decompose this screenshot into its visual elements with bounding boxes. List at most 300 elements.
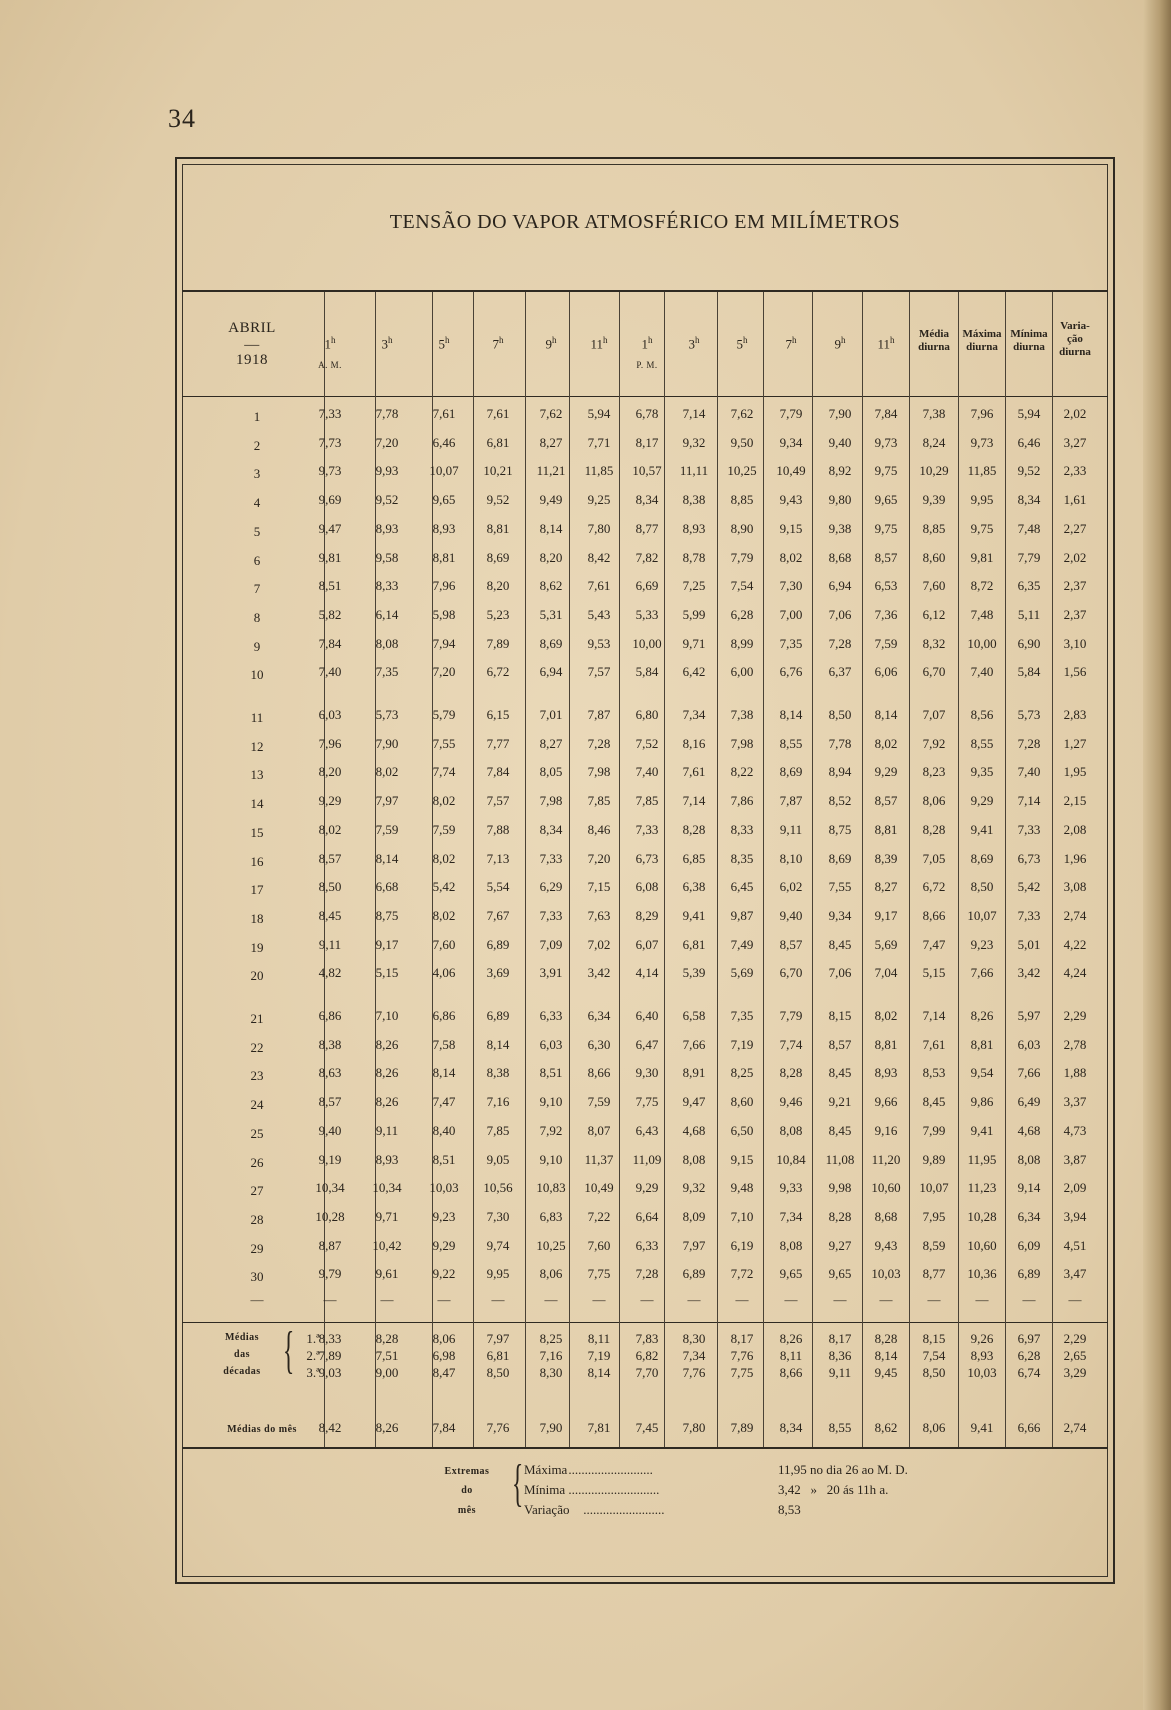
table-cell: 5,97	[1017, 1008, 1041, 1023]
table-cell: 5,69	[730, 965, 754, 981]
table-cell: 9,65	[779, 1266, 803, 1282]
table-cell: 7,88	[486, 821, 510, 837]
table-cell: 2,29	[1063, 1331, 1087, 1346]
table-cell: 4,51	[1063, 1237, 1087, 1253]
table-cell: 9,14	[1017, 1180, 1041, 1196]
table-cell: 8,50	[922, 1365, 946, 1380]
table-cell: 7,33	[1017, 907, 1041, 923]
table-cell: 8,51	[539, 1065, 563, 1081]
table-cell: 8,81	[486, 520, 510, 536]
table-cell: 7,78	[828, 735, 852, 751]
day-number: 21	[250, 1011, 264, 1026]
table-cell: 9,41	[970, 1420, 994, 1435]
header-hour: 1$^h$	[641, 335, 653, 352]
table-cell: 7,94	[432, 635, 456, 651]
table-cell: 7,87	[587, 707, 611, 722]
day-number: 13	[250, 767, 264, 783]
table-cell: 8,56	[970, 707, 994, 722]
table-cell: 8,02	[432, 850, 456, 866]
table-cell: 7,66	[1017, 1065, 1041, 1081]
table-cell: 2,37	[1063, 606, 1087, 622]
table-cell: 8,47	[432, 1365, 456, 1380]
table-cell: 9,16	[874, 1122, 898, 1138]
table-cell: 8,11	[779, 1348, 803, 1363]
table-cell: 6,30	[587, 1036, 611, 1052]
table-cell: 7,95	[922, 1208, 946, 1224]
table-cell: 8,08	[682, 1151, 706, 1167]
table-cell: 5,15	[922, 965, 946, 981]
table-cell: 6,33	[635, 1237, 659, 1253]
table-cell: 6,09	[1017, 1237, 1041, 1253]
table-cell: 6,83	[539, 1208, 563, 1224]
table-cell: 7,89	[730, 1420, 754, 1435]
table-cell: 7,96	[970, 406, 994, 421]
table-cell: 10,07	[967, 907, 997, 923]
header-hour: 3$^h$	[381, 335, 393, 352]
table-cell: 7,00	[779, 606, 803, 622]
table-cell: 6,03	[539, 1036, 563, 1052]
page-edge	[1143, 0, 1171, 1710]
table-cell: 7,61	[922, 1036, 946, 1052]
table-cell: 7,92	[922, 735, 946, 751]
table-cell: 7,30	[779, 578, 803, 594]
table-cell: 5,01	[1017, 936, 1041, 952]
table-cell: 11,11	[679, 463, 709, 479]
table-cell: 7,55	[432, 735, 456, 751]
table-cell: 7,76	[486, 1420, 510, 1435]
table-cell: 6,81	[486, 1348, 510, 1363]
table-cell: 8,05	[539, 764, 563, 780]
table-cell: 7,54	[730, 578, 754, 594]
table-cell: 8,69	[970, 850, 994, 866]
table-cell: 7,30	[486, 1208, 510, 1224]
table-cell: 9,47	[318, 520, 342, 536]
table-cell: 11,08	[825, 1151, 855, 1167]
header-stat: Varia- ção diurna	[1059, 320, 1091, 358]
table-cell: 9,54	[970, 1065, 994, 1081]
page-number: 34	[168, 104, 196, 133]
table-cell: 6,70	[779, 965, 803, 981]
table-cell: 9,10	[539, 1151, 563, 1167]
table-cell: 8,45	[318, 907, 342, 923]
header-hour: 9$^h$	[545, 335, 557, 352]
day-number: 4	[253, 495, 261, 511]
table-cell: 10,07	[429, 463, 459, 479]
table-cell: 6,74	[1017, 1365, 1041, 1380]
table-cell: 7,14	[682, 793, 706, 809]
table-cell: 9,46	[779, 1094, 803, 1110]
table-cell: 8,33	[730, 821, 754, 837]
table-cell: 6,29	[539, 879, 563, 895]
day-number: 14	[250, 796, 264, 812]
table-cell: 8,68	[874, 1208, 898, 1224]
table-cell: 7,60	[922, 578, 946, 594]
table-cell: 7,58	[432, 1036, 456, 1052]
table-cell: 9,73	[874, 434, 898, 450]
day-number: 27	[250, 1183, 264, 1199]
table-cell: 2,33	[1063, 463, 1087, 479]
table-cell: 10,03	[967, 1365, 997, 1380]
table-cell: 6,73	[635, 850, 659, 866]
extreme-value: 11,95 no dia 26 ao M. D.	[778, 1462, 908, 1477]
table-cell: 7,97	[682, 1237, 706, 1253]
table-cell: 8,66	[587, 1065, 611, 1081]
table-cell: 6,43	[635, 1122, 659, 1138]
day-number: 30	[250, 1269, 264, 1285]
table-cell: 8,38	[318, 1036, 342, 1052]
table-cell: 2,29	[1063, 1008, 1087, 1023]
table-cell: 8,14	[375, 850, 399, 866]
table-cell: 10,57	[632, 463, 662, 479]
header-year: 1918	[236, 352, 268, 368]
table-cell: 8,93	[970, 1348, 994, 1363]
table-cell: 7,96	[318, 735, 342, 751]
table-cell: 8,50	[828, 707, 852, 722]
table-cell: 7,82	[635, 549, 659, 565]
table-cell: 7,38	[922, 406, 946, 421]
table-cell: 3,29	[1063, 1365, 1087, 1380]
table-cell: 8,08	[779, 1237, 803, 1253]
table-cell: 8,34	[635, 492, 659, 508]
table-cell: 8,57	[828, 1036, 852, 1052]
table-cell: 7,59	[432, 821, 456, 837]
table-cell: 4,24	[1063, 965, 1087, 981]
table-cell: 9,79	[318, 1266, 342, 1282]
header-am: A. M.	[318, 360, 342, 370]
table-cell: 6,58	[682, 1008, 706, 1023]
header-pm: P. M.	[636, 360, 658, 370]
table-cell: 11,37	[584, 1151, 614, 1167]
header-month: ABRIL	[228, 320, 276, 336]
table-cell: 11,09	[632, 1151, 662, 1167]
header-stat: Mínima diurna	[1010, 328, 1048, 353]
table-cell: 8,69	[779, 764, 803, 780]
table-cell: 6,28	[1017, 1348, 1041, 1363]
table-cell: 8,26	[970, 1008, 994, 1023]
table-cell: 9,38	[828, 520, 852, 536]
table-cell: 7,40	[635, 764, 659, 780]
dash-mark: —	[735, 1292, 749, 1307]
header-top-rule	[182, 290, 1108, 292]
table-cell: 2,02	[1063, 406, 1087, 421]
day-number: 28	[250, 1211, 264, 1227]
table-cell: 7,83	[635, 1331, 659, 1346]
table-cell: 6,49	[1017, 1094, 1041, 1110]
table-cell: 6,46	[432, 434, 456, 450]
table-cell: 7,34	[779, 1208, 803, 1224]
table-cell: 10,29	[919, 463, 949, 479]
dash-mark: —	[927, 1292, 941, 1307]
table-cell: 4,82	[318, 965, 342, 981]
table-cell: 9,23	[432, 1208, 456, 1224]
table-cell: 8,16	[682, 735, 706, 751]
table-cell: 9,29	[432, 1237, 456, 1253]
table-cell: 6,80	[635, 707, 659, 722]
table-cell: 6,40	[635, 1008, 659, 1023]
table-cell: 7,54	[922, 1348, 946, 1363]
table-cell: 8,46	[587, 821, 611, 837]
table-cell: 9,03	[318, 1365, 342, 1380]
table-cell: 9,86	[970, 1094, 994, 1110]
dash-mark: —	[592, 1292, 606, 1307]
table-cell: 6,46	[1017, 434, 1041, 450]
dash-mark: —	[879, 1292, 893, 1307]
table-cell: 8,26	[375, 1036, 399, 1052]
day-number: 3	[253, 466, 261, 482]
table-cell: 8,81	[970, 1036, 994, 1052]
table-cell: 8,50	[486, 1365, 510, 1380]
extreme-dots: .........................	[583, 1502, 665, 1517]
table-cell: 9,43	[779, 492, 803, 508]
table-cell: 8,77	[922, 1266, 946, 1282]
table-cell: 8,57	[874, 793, 898, 809]
table-cell: 9,11	[318, 936, 342, 952]
table-cell: 10,25	[536, 1237, 566, 1253]
table-cell: 2,08	[1063, 821, 1087, 837]
table-cell: 7,85	[635, 793, 659, 809]
table-cell: 8,22	[730, 764, 754, 780]
header-hour: 11$^h$	[590, 335, 608, 352]
table-cell: 8,60	[922, 549, 946, 565]
table-cell: 9,65	[828, 1266, 852, 1282]
table-cell: 8,42	[318, 1420, 342, 1435]
table-cell: 8,15	[922, 1331, 946, 1346]
table-cell: 9,53	[587, 635, 611, 651]
table-cell: 4,22	[1063, 936, 1087, 952]
table-cell: 6,70	[922, 664, 946, 680]
table-cell: 7,34	[682, 1348, 706, 1363]
table-cell: 6,28	[730, 606, 754, 622]
table-cell: 10,28	[315, 1208, 345, 1224]
table-cell: 9,29	[874, 764, 898, 780]
table-cell: 8,23	[922, 764, 946, 780]
table-cell: 8,55	[779, 735, 803, 751]
table-cell: 10,34	[372, 1180, 402, 1196]
header-hour: 7$^h$	[492, 335, 504, 352]
table-cell: 8,59	[922, 1237, 946, 1253]
table-cell: 8,66	[779, 1365, 803, 1380]
table-cell: 7,38	[730, 707, 754, 722]
table-cell: 5,69	[874, 936, 898, 952]
table-cell: 7,57	[587, 664, 611, 680]
dash-mark: —	[975, 1292, 989, 1307]
dash-mark: —	[250, 1292, 264, 1307]
header-hour: 3$^h$	[688, 335, 700, 352]
table-cell: 3,42	[1017, 965, 1041, 981]
dash-mark: —	[1068, 1292, 1082, 1307]
table-cell: 6,89	[486, 936, 510, 952]
table-cell: 8,91	[682, 1065, 706, 1081]
table-cell: 7,48	[1017, 520, 1041, 536]
table-cell: 7,97	[375, 793, 399, 809]
table-cell: 8,24	[922, 434, 946, 450]
day-number: 8	[253, 609, 261, 625]
table-cell: 7,14	[682, 406, 706, 421]
table-cell: 6,69	[635, 578, 659, 594]
day-number: 25	[250, 1125, 264, 1141]
table-cell: 8,45	[828, 936, 852, 952]
table-cell: 8,45	[828, 1065, 852, 1081]
header-hour: 7$^h$	[785, 335, 797, 352]
table-cell: 4,06	[432, 965, 456, 981]
day-number: 12	[250, 738, 264, 754]
table-cell: 7,06	[828, 606, 852, 622]
extreme-value: 8,53	[778, 1502, 801, 1517]
table-cell: 1,95	[1063, 764, 1087, 780]
table-cell: 5,73	[1017, 707, 1041, 722]
table-cell: 8,20	[486, 578, 510, 594]
table-cell: 7,55	[828, 879, 852, 895]
table-cell: 7,70	[635, 1365, 659, 1380]
table-cell: 7,13	[486, 850, 510, 866]
table-cell: 5,33	[635, 606, 659, 622]
table-cell: 9,98	[828, 1180, 852, 1196]
day-number: 17	[250, 882, 264, 898]
table-cell: 9,95	[486, 1266, 510, 1282]
table-cell: 6,85	[682, 850, 706, 866]
table-cell: 9,41	[970, 821, 994, 837]
table-cell: 7,59	[375, 821, 399, 837]
table-cell: 8,94	[828, 764, 852, 780]
table-cell: 8,55	[970, 735, 994, 751]
table-cell: 6,72	[486, 664, 510, 680]
column-divider	[525, 292, 526, 1447]
table-cell: 8,14	[779, 707, 803, 722]
table-cell: 9,25	[587, 492, 611, 508]
table-cell: 7,73	[318, 434, 342, 450]
table-cell: 9,52	[1017, 463, 1041, 479]
table-cell: 5,79	[432, 707, 456, 722]
table-cell: 10,28	[967, 1208, 997, 1224]
table-cell: 8,02	[375, 764, 399, 780]
table-cell: 8,28	[922, 821, 946, 837]
table-cell: 8,57	[779, 936, 803, 952]
table-cell: 6,33	[539, 1008, 563, 1023]
table-cell: 8,29	[635, 907, 659, 923]
extreme-label: Mínima	[524, 1482, 566, 1497]
table-cell: 7,85	[587, 793, 611, 809]
day-number: 23	[250, 1068, 264, 1084]
table-cell: 7,35	[375, 664, 399, 680]
table-cell: 8,26	[375, 1094, 399, 1110]
table-cell: 7,75	[730, 1365, 754, 1380]
decade-name: 3.ª	[306, 1365, 320, 1380]
table-cell: 6,76	[779, 664, 803, 680]
table-cell: 7,14	[1017, 793, 1041, 809]
table-cell: 8,69	[486, 549, 510, 565]
table-cell: 5,94	[1017, 406, 1041, 421]
table-cell: 7,59	[587, 1094, 611, 1110]
table-cell: 7,51	[375, 1348, 399, 1363]
table-cell: 8,85	[922, 520, 946, 536]
table-cell: 6,89	[486, 1008, 510, 1023]
day-number: 18	[250, 910, 264, 926]
table-cell: 7,36	[874, 606, 898, 622]
table-cell: 9,26	[970, 1331, 994, 1346]
table-cell: 6,07	[635, 936, 659, 952]
table-cell: 7,02	[587, 936, 611, 952]
table-cell: 1,88	[1063, 1065, 1087, 1081]
day-number: 6	[253, 552, 261, 568]
table-cell: 3,37	[1063, 1094, 1087, 1110]
table-cell: 10,00	[632, 635, 662, 651]
table-cell: 1,27	[1063, 735, 1087, 751]
table-cell: 9,32	[682, 434, 706, 450]
table-cell: 7,62	[539, 406, 563, 421]
table-cell: 9,10	[539, 1094, 563, 1110]
table-cell: 9,45	[874, 1365, 898, 1380]
table-cell: 9,29	[318, 793, 342, 809]
table-cell: 6,00	[730, 664, 754, 680]
decade-name: 2.ª	[306, 1348, 320, 1363]
day-number: 9	[253, 638, 261, 654]
table-cell: 7,79	[779, 1008, 803, 1023]
table-cell: 7,20	[375, 434, 399, 450]
table-cell: 7,16	[486, 1094, 510, 1110]
table-cell: 4,14	[635, 965, 659, 981]
table-cell: 9,33	[779, 1180, 803, 1196]
table-cell: 9,41	[682, 907, 706, 923]
decades-label: Médias	[224, 1332, 260, 1343]
table-cell: 10,03	[429, 1180, 459, 1196]
table-cell: 9,87	[730, 907, 754, 923]
extreme-value: 3,42 » 20 ás 11h a.	[778, 1482, 889, 1497]
table-cell: 3,27	[1063, 434, 1087, 450]
table-cell: 7,47	[432, 1094, 456, 1110]
table-cell: 8,57	[874, 549, 898, 565]
table-cell: 7,34	[682, 707, 706, 722]
day-number: 2	[253, 437, 261, 453]
dash-mark: —	[380, 1292, 394, 1307]
table-cell: 6,08	[635, 879, 659, 895]
table-cell: 8,27	[874, 879, 898, 895]
table-cell: 7,40	[1017, 764, 1041, 780]
table-cell: 8,90	[730, 520, 754, 536]
decades-top-rule	[182, 1322, 1108, 1323]
table-cell: 8,17	[635, 434, 659, 450]
table-cell: 7,96	[432, 578, 456, 594]
table-cell: 10,00	[967, 635, 997, 651]
table-cell: 7,60	[587, 1237, 611, 1253]
table-cell: 5,31	[539, 606, 563, 622]
table-cell: 8,17	[828, 1331, 852, 1346]
table-cell: 8,02	[874, 1008, 898, 1023]
table-cell: 7,45	[635, 1420, 659, 1435]
day-number: 29	[250, 1240, 264, 1256]
table-cell: 6,02	[779, 879, 803, 895]
table-cell: 9,52	[486, 492, 510, 508]
table-cell: 9,73	[970, 434, 994, 450]
day-number: 24	[250, 1097, 264, 1113]
header-stat: Máxima diurna	[962, 328, 1002, 353]
decades-label: décadas	[223, 1366, 261, 1377]
dash-mark: —	[687, 1292, 701, 1307]
table-cell: 6,53	[874, 578, 898, 594]
table-cell: 7,75	[587, 1266, 611, 1282]
table-cell: 8,99	[730, 635, 754, 651]
table-cell: 8,93	[375, 520, 399, 536]
table-cell: 8,50	[970, 879, 994, 895]
table-cell: 8,14	[874, 1348, 898, 1363]
table-cell: 8,75	[828, 821, 852, 837]
table-cell: 8,08	[779, 1122, 803, 1138]
table-cell: 7,14	[922, 1008, 946, 1023]
table-cell: 8,06	[432, 1331, 456, 1346]
table-cell: 8,20	[318, 764, 342, 780]
table-cell: 11,95	[967, 1151, 997, 1167]
table-cell: 8,39	[874, 850, 898, 866]
table-cell: 1,61	[1063, 492, 1087, 508]
